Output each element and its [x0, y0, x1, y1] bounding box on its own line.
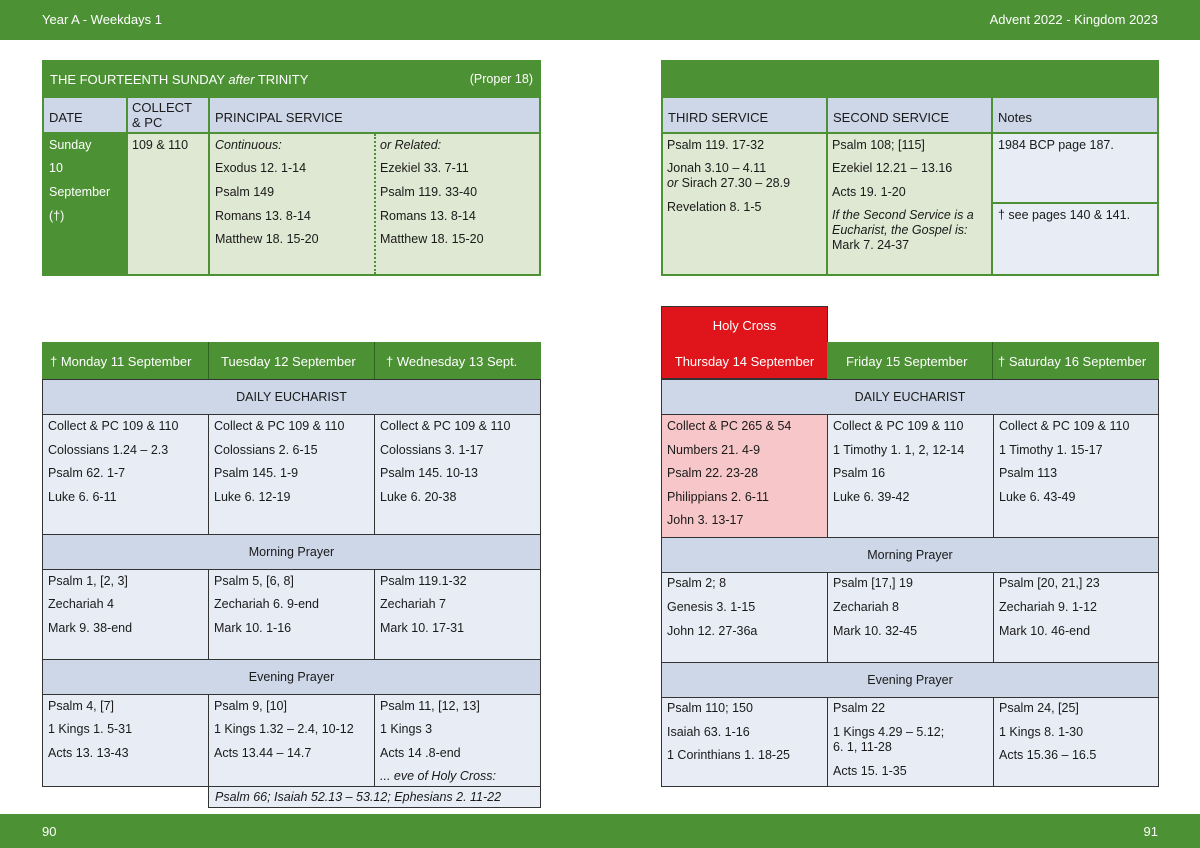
- second-note: Eucharist, the Gospel is:: [832, 223, 968, 237]
- date-day: Sunday: [49, 138, 92, 152]
- reading: Mark 9. 38-end: [48, 621, 133, 635]
- second-note: If the Second Service is a: [832, 208, 974, 222]
- reading: Numbers 21. 4-9: [667, 443, 761, 457]
- reading: Colossians 3. 1-17: [380, 443, 484, 457]
- related-label: or Related:: [380, 138, 442, 152]
- collect-value: 109 & 110: [132, 138, 189, 152]
- reading: Psalm 2; 8: [667, 576, 727, 590]
- page-header: [0, 0, 1200, 40]
- reading: Psalm [17,] 19: [833, 576, 913, 590]
- reading: Zechariah 7: [380, 597, 447, 611]
- reading: Mark 10. 32-45: [833, 624, 918, 638]
- reading: Luke 6. 20-38: [380, 490, 457, 504]
- reading: Collect & PC 109 & 110: [48, 419, 179, 433]
- third-reading: Psalm 119. 17-32: [667, 138, 765, 152]
- date-dagger: (†): [49, 209, 65, 223]
- day-heading-friday: Friday 15 September: [846, 354, 968, 369]
- col-principal: PRINCIPAL SERVICE: [215, 110, 343, 125]
- col-notes: Notes: [998, 110, 1032, 125]
- reading: 1 Corinthians 1. 18-25: [667, 748, 790, 762]
- continuous-reading: Matthew 18. 15-20: [215, 232, 319, 246]
- note-dagger: † see pages 140 & 141.: [998, 208, 1131, 222]
- col-collect-2: & PC: [132, 115, 163, 130]
- second-gospel: Mark 7. 24-37: [832, 238, 910, 252]
- reading: Psalm 22. 23-28: [667, 466, 759, 480]
- daily-eucharist-row: [42, 379, 541, 415]
- sunday-title-bar: [42, 60, 541, 98]
- reading: Mark 10. 1-16: [214, 621, 292, 635]
- reading: Mark 10. 46-end: [999, 624, 1091, 638]
- reading: Collect & PC 109 & 110: [214, 419, 345, 433]
- eve-note: ... eve of Holy Cross:: [380, 769, 497, 783]
- reading: 6. 1, 11-28: [833, 740, 892, 754]
- reading: Genesis 3. 1-15: [667, 600, 756, 614]
- reading: Psalm 1, [2, 3]: [48, 574, 128, 588]
- reading: Isaiah 63. 1-16: [667, 725, 750, 739]
- reading: Acts 15. 1-35: [833, 764, 907, 778]
- continuous-reading: Romans 13. 8-14: [215, 209, 311, 223]
- related-reading: Ezekiel 33. 7-11: [380, 161, 469, 175]
- second-reading: Ezekiel 12.21 – 13.16: [832, 161, 953, 175]
- date-cell: [42, 134, 128, 276]
- evening-prayer-row: [42, 659, 541, 695]
- continuous-reading: Psalm 149: [215, 185, 275, 199]
- page-number-left: 90: [42, 824, 57, 839]
- daily-eucharist-label: DAILY EUCHARIST: [236, 390, 347, 404]
- page-number-right: 91: [1143, 824, 1158, 839]
- morning-prayer-row: [42, 534, 541, 570]
- reading: Collect & PC 109 & 110: [999, 419, 1130, 433]
- reading: Psalm 11, [12, 13]: [380, 699, 480, 713]
- divider: [826, 98, 828, 274]
- reading: 1 Kings 1.32 – 2.4, 10-12: [214, 722, 354, 736]
- header-right: Advent 2022 - Kingdom 2023: [989, 12, 1158, 27]
- related-reading: Psalm 119. 33-40: [380, 185, 478, 199]
- reading: 1 Timothy 1. 1, 2, 12-14: [833, 443, 965, 457]
- morning-prayer-row-right: [661, 537, 1159, 573]
- reading: Acts 14 .8-end: [380, 746, 461, 760]
- reading: John 12. 27-36a: [667, 624, 758, 638]
- reading: Collect & PC 109 & 110: [833, 419, 964, 433]
- reading: 1 Kings 8. 1-30: [999, 725, 1084, 739]
- reading: Psalm 145. 1-9: [214, 466, 299, 480]
- holy-cross-header: [661, 306, 828, 379]
- reading: Acts 13.44 – 14.7: [214, 746, 312, 760]
- reading: Psalm 22: [833, 701, 886, 715]
- reading: Psalm 113: [999, 466, 1058, 480]
- col-collect-1: COLLECT: [132, 100, 192, 115]
- third-reading-alt: or Sirach 27.30 – 28.9: [667, 176, 791, 190]
- daily-eucharist-row-right: [661, 379, 1159, 415]
- divider: [208, 134, 210, 274]
- second-reading: Acts 19. 1-20: [832, 185, 906, 199]
- evening-prayer-row-right: [661, 662, 1159, 698]
- reading: 1 Kings 1. 5-31: [48, 722, 133, 736]
- dotted-divider: [374, 134, 376, 274]
- eve-readings-cell: [208, 786, 541, 808]
- reading: 1 Kings 4.29 – 5.12;: [833, 725, 945, 739]
- morning-prayer-label: Morning Prayer: [248, 545, 335, 559]
- reading: Luke 6. 6-11: [48, 490, 117, 504]
- col-date: DATE: [49, 110, 83, 125]
- continuous-label: Continuous:: [215, 138, 282, 152]
- notes-body: [991, 134, 1159, 276]
- reading: Acts 13. 13-43: [48, 746, 129, 760]
- header-left: Year A - Weekdays 1: [42, 12, 162, 27]
- daily-eucharist-label: DAILY EUCHARIST: [854, 390, 966, 404]
- reading: Luke 6. 12-19: [214, 490, 291, 504]
- day-heading-saturday: † Saturday 16 September: [998, 354, 1147, 369]
- reading: Acts 15.36 – 16.5: [999, 748, 1097, 762]
- reading: Collect & PC 109 & 110: [380, 419, 511, 433]
- note-bcp: 1984 BCP page 187.: [998, 138, 1114, 152]
- reading: 1 Timothy 1. 15-17: [999, 443, 1103, 457]
- col-second: SECOND SERVICE: [833, 110, 950, 125]
- date-month: September: [49, 185, 111, 199]
- reading: Psalm 62. 1-7: [48, 466, 126, 480]
- reading: Psalm 110; 150: [667, 701, 753, 715]
- divider: [374, 342, 375, 379]
- proper-label: (Proper 18): [469, 72, 533, 86]
- reading: Luke 6. 43-49: [999, 490, 1076, 504]
- reading: John 3. 13-17: [667, 513, 744, 527]
- divider: [992, 342, 993, 379]
- continuous-reading: Exodus 12. 1-14: [215, 161, 307, 175]
- reading: Psalm 5, [6, 8]: [214, 574, 294, 588]
- reading: Collect & PC 265 & 54: [667, 419, 792, 433]
- reading: Psalm 145. 10-13: [380, 466, 478, 480]
- day-heading-wednesday: † Wednesday 13 Sept.: [386, 354, 518, 369]
- reading: Colossians 1.24 – 2.3: [48, 443, 169, 457]
- reading: Zechariah 8: [833, 600, 900, 614]
- sunday-title: THE FOURTEENTH SUNDAY after TRINITY: [50, 72, 309, 87]
- reading: Mark 10. 17-31: [380, 621, 465, 635]
- reading: Colossians 2. 6-15: [214, 443, 318, 457]
- day-heading-thursday: Thursday 14 September: [674, 354, 815, 369]
- eve-readings: Psalm 66; Isaiah 52.13 – 53.12; Ephesians 2. 11-22: [215, 790, 502, 804]
- reading: Zechariah 6. 9-end: [214, 597, 319, 611]
- day-heading-tuesday: Tuesday 12 September: [221, 354, 356, 369]
- holy-cross-label: Holy Cross: [712, 318, 777, 333]
- third-reading: Jonah 3.10 – 4.11: [667, 161, 767, 175]
- third-reading: Revelation 8. 1-5: [667, 200, 762, 214]
- evening-prayer-label: Evening Prayer: [867, 673, 953, 687]
- related-reading: Romans 13. 8-14: [380, 209, 476, 223]
- day-heading-monday: † Monday 11 September: [50, 354, 192, 369]
- notes-divider: [991, 202, 1159, 204]
- evening-prayer-label: Evening Prayer: [248, 670, 335, 684]
- related-reading: Matthew 18. 15-20: [380, 232, 484, 246]
- reading: 1 Kings 3: [380, 722, 433, 736]
- reading: Zechariah 9. 1-12: [999, 600, 1097, 614]
- reading: Psalm [20, 21,] 23: [999, 576, 1100, 590]
- principal-body: [126, 134, 541, 276]
- reading: Zechariah 4: [48, 597, 115, 611]
- reading: Luke 6. 39-42: [833, 490, 910, 504]
- reading: Psalm 24, [25]: [999, 701, 1079, 715]
- reading: Psalm 119.1-32: [380, 574, 467, 588]
- col-third: THIRD SERVICE: [668, 110, 769, 125]
- reading: Psalm 4, [7]: [48, 699, 114, 713]
- reading: Philippians 2. 6-11: [667, 490, 769, 504]
- reading: Psalm 9, [10]: [214, 699, 287, 713]
- morning-prayer-label: Morning Prayer: [867, 548, 953, 562]
- second-reading: Psalm 108; [115]: [832, 138, 925, 152]
- right-title-bar: [661, 60, 1159, 98]
- divider: [208, 342, 209, 379]
- reading: Psalm 16: [833, 466, 886, 480]
- divider: [991, 98, 993, 274]
- page-footer: [0, 814, 1200, 848]
- date-number: 10: [49, 161, 63, 175]
